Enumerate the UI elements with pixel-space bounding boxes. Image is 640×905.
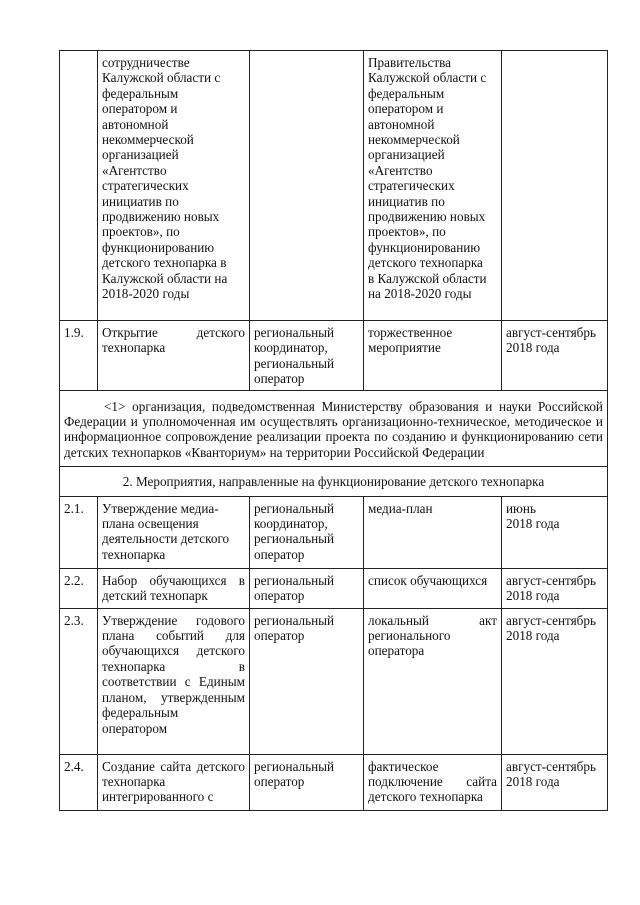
term-cell: июнь 2018 года (502, 496, 608, 568)
section-header-row (60, 467, 608, 496)
term-cell: август-сентябрь 2018 года (502, 608, 608, 754)
footnote-row (60, 390, 608, 467)
term-cell: август-сентябрь 2018 года (502, 568, 608, 608)
term-cell (502, 51, 608, 321)
table-row (60, 496, 608, 568)
event-cell: Открытие детского технопарка (98, 321, 250, 391)
responsible-cell (250, 51, 364, 321)
event-cell: сотрудничестве Калужской области с федеральным оператором и автономной некоммерческой организацией «Агентство стратегических инициатив по продвижению новых проектов», по функционированию детского технопарка в Калужской области на 2018-2020 годы (98, 51, 250, 321)
result-cell: торжественное мероприятие (364, 321, 502, 391)
event-cell: Утверждение годового плана событий для обучающихся детского технопарка в соответствии с Единым планом, утвержденным федеральным оператором (98, 608, 250, 754)
event-cell: Создание сайта детского технопарка интегрированного с (98, 754, 250, 810)
term-cell: август-сентябрь 2018 года (502, 321, 608, 391)
table-row (60, 321, 608, 391)
row-number: 2.4. (60, 754, 98, 810)
term-cell: август-сентябрь 2018 года (502, 754, 608, 810)
footnote-text: <1> организация, подведомственная Министерству образования и науки Российской Федерации и уполномоченная им осуществлять организационно-техническое, методическое и информационное сопровождение реализации проекта по созданию и функционированию сети детских технопарков «Кванториум» на территории Российской Федерации (64, 398, 603, 460)
responsible-cell: региональный координатор, региональный оператор (250, 321, 364, 391)
table-row (60, 568, 608, 608)
footnote (60, 390, 608, 467)
event-cell: Утверждение медиа- плана освещения деятельности детского технопарка (98, 496, 250, 568)
result-cell: медиа-план (364, 496, 502, 568)
section-title: 2. Мероприятия, направленные на функционирование детского технопарка (60, 467, 608, 496)
event-cell: Набор обучающихся в детский технопарк (98, 568, 250, 608)
responsible-cell: региональный координатор, региональный оператор (250, 496, 364, 568)
row-number (60, 51, 98, 321)
result-cell: список обучающихся (364, 568, 502, 608)
row-number: 1.9. (60, 321, 98, 391)
events-table (59, 50, 608, 811)
table-row (60, 608, 608, 754)
row-number: 2.2. (60, 568, 98, 608)
result-cell: фактическое подключение сайта детского технопарка (364, 754, 502, 810)
responsible-cell: региональный оператор (250, 608, 364, 754)
responsible-cell: региональный оператор (250, 754, 364, 810)
result-cell: Правительства Калужской области с федеральным оператором и автономной некоммерческой организацией «Агентство стратегических инициатив по продвижению новых проектов», по функционированию детского технопарка в Калужской области на 2018-2020 годы (364, 51, 502, 321)
table-row (60, 754, 608, 810)
result-cell: локальный акт регионального оператора (364, 608, 502, 754)
row-number: 2.1. (60, 496, 98, 568)
table-row (60, 51, 608, 321)
row-number: 2.3. (60, 608, 98, 754)
responsible-cell: региональный оператор (250, 568, 364, 608)
